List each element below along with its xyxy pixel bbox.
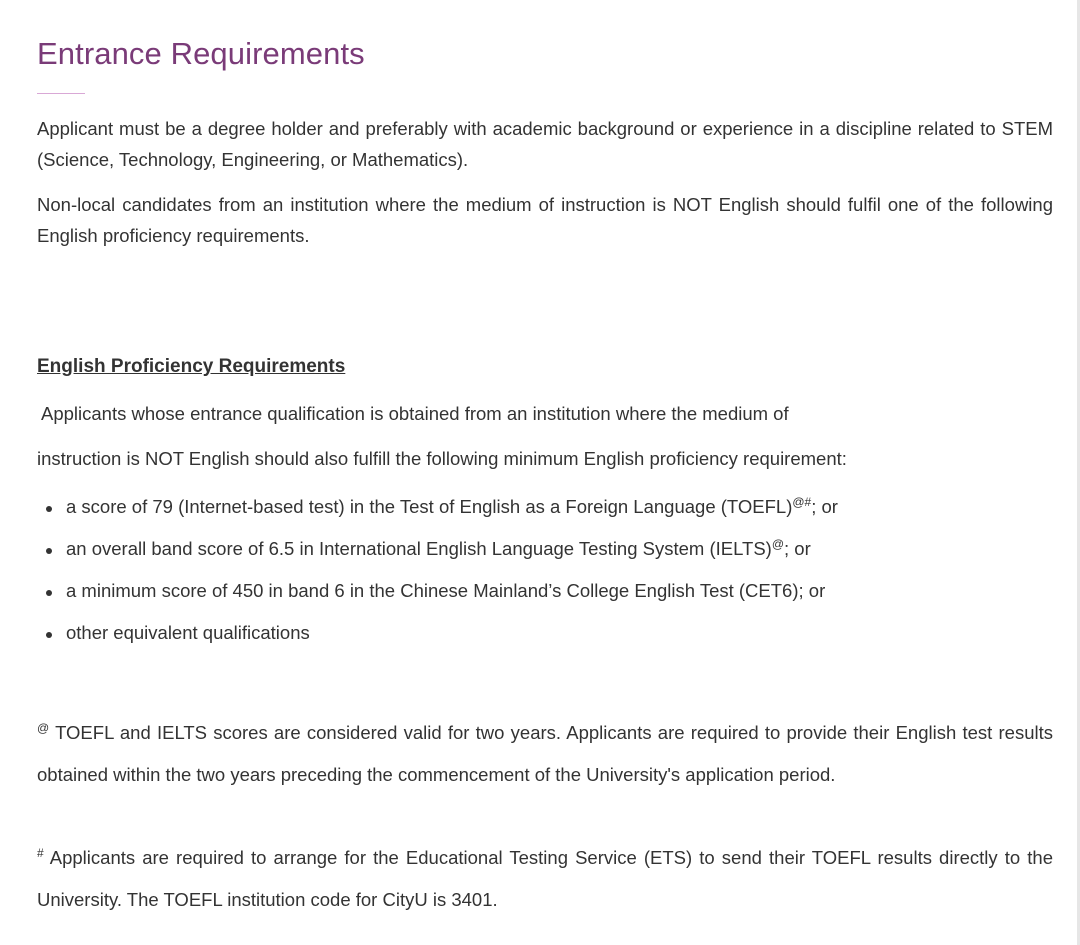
requirements-list — [37, 496, 838, 664]
bullet-icon — [46, 506, 52, 512]
footnote-mark: @ — [37, 720, 50, 735]
requirement-text: a score of 79 (Internet-based test) in the Test of English as a Foreign Language (TOEFL) — [66, 496, 793, 517]
list-item — [37, 580, 838, 622]
english-lead-line-1: Applicants whose entrance qualification is obtained from an institution where the medium of — [41, 403, 789, 424]
footnote-text: Applicants are required to arrange for the Educational Testing Service (ETS) to send their TOEFL results directly to the University. The TOEFL institution code for CityU is 3401. — [37, 847, 1053, 910]
bullet-icon — [46, 590, 52, 596]
footnote-ets — [37, 837, 1053, 921]
english-lead-line-2: instruction is NOT English should also fulfill the following minimum English proficiency requirement: — [37, 448, 847, 469]
bullet-icon — [46, 632, 52, 638]
intro-paragraph-degree: Applicant must be a degree holder and preferably with academic background or experience in a discipline related to STEM (Science, Technology, Engineering, or Mathematics). — [37, 118, 1053, 170]
requirement-text: other equivalent qualifications — [66, 622, 310, 643]
title-underline-divider — [37, 93, 85, 94]
intro-paragraph-non-local: Non-local candidates from an institution where the medium of instruction is NOT English should fulfil one of the following English proficiency requirements. — [37, 194, 1053, 246]
requirement-text: a minimum score of 450 in band 6 in the Chinese Mainland’s College English Test (CET6); or — [66, 580, 826, 601]
footnote-mark: # — [37, 845, 44, 860]
english-requirements-heading: English Proficiency Requirements — [37, 356, 346, 377]
list-item — [37, 496, 838, 538]
requirement-text: an overall band score of 6.5 in International English Language Testing System (IELTS) — [66, 538, 772, 559]
footnote-text: TOEFL and IELTS scores are considered valid for two years. Applicants are required to provide their English test results obtained within the two years preceding the commencement of the University's application period. — [37, 722, 1053, 785]
list-item — [37, 538, 838, 580]
footnote-marks: @# — [792, 494, 812, 509]
footnote-validity — [37, 712, 1053, 796]
list-item — [37, 622, 838, 664]
footnote-marks: @ — [771, 536, 785, 551]
requirement-suffix: ; or — [811, 496, 838, 517]
requirement-suffix: ; or — [784, 538, 811, 559]
page-title: Entrance Requirements — [37, 36, 365, 71]
bullet-icon — [46, 548, 52, 554]
